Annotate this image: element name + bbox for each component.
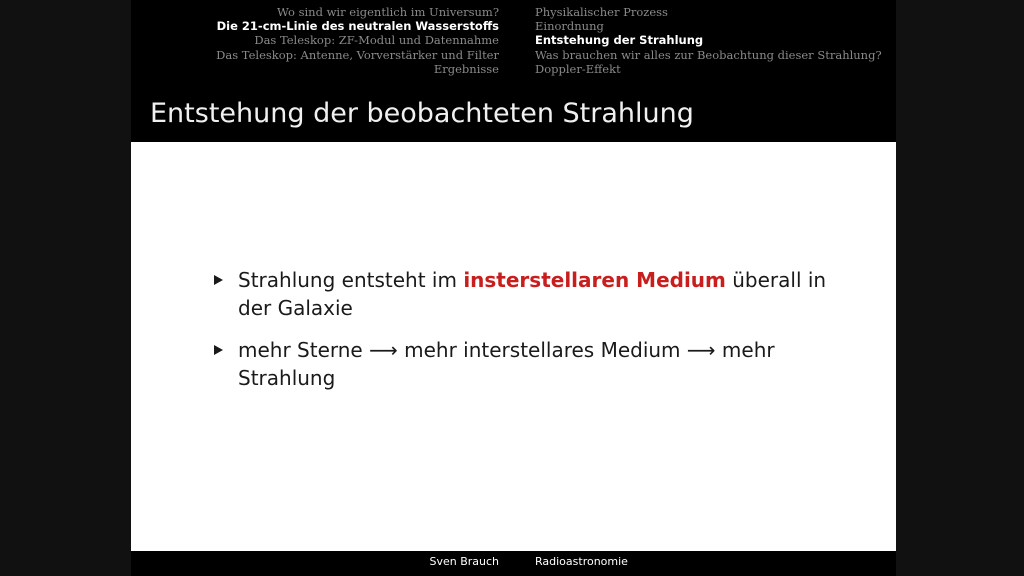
slide-content: [131, 142, 896, 551]
bullet-text-after: überall in der Galaxie: [238, 268, 827, 320]
slide: [131, 0, 896, 576]
left-letterbox: [0, 0, 131, 576]
nav-subsection-doppler[interactable]: Doppler-Effekt: [535, 61, 621, 76]
right-letterbox: [896, 0, 1024, 576]
triangle-bullet-icon: [214, 345, 223, 355]
nav-section-universum[interactable]: Wo sind wir eigentlich im Universum?: [276, 5, 499, 19]
nav-section-zf-modul[interactable]: Das Teleskop: ZF-Modul und Datennahme: [254, 33, 499, 48]
nav-subsection-prozess[interactable]: Physikalischer Prozess: [535, 5, 668, 19]
highlighted-term: insterstellaren Medium: [463, 268, 726, 292]
nav-section-antenne[interactable]: Das Teleskop: Antenne, Vorverstärker und Filter: [216, 47, 499, 62]
triangle-bullet-icon: [214, 275, 223, 285]
nav-subsection-entstehung[interactable]: Entstehung der Strahlung: [535, 33, 704, 48]
footer-title: Radioastronomie: [535, 555, 628, 568]
bullet-item: [214, 266, 854, 322]
header-navigation: [131, 5, 896, 85]
subsection-navigation: [535, 5, 882, 76]
footer-author: Sven Brauch: [429, 555, 499, 568]
frame-title: Entstehung der beobachteten Strahlung: [150, 98, 694, 129]
bullet-text-before: Strahlung entsteht im: [238, 268, 464, 292]
section-navigation: [216, 5, 499, 76]
nav-section-21cm-linie[interactable]: Die 21-cm-Linie des neutralen Wasserstoffs: [216, 19, 499, 34]
footer: [131, 551, 896, 576]
nav-subsection-beobachtung[interactable]: Was brauchen wir alles zur Beobachtung dieser Strahlung?: [535, 47, 882, 62]
bullet-list: [214, 266, 854, 406]
nav-section-ergebnisse[interactable]: Ergebnisse: [433, 61, 499, 76]
bullet-item: [214, 336, 854, 392]
bullet-text: mehr Sterne ⟶ mehr interstellares Medium ⟶ mehr Strahlung: [238, 338, 775, 390]
nav-subsection-einordnung[interactable]: Einordnung: [535, 19, 604, 34]
